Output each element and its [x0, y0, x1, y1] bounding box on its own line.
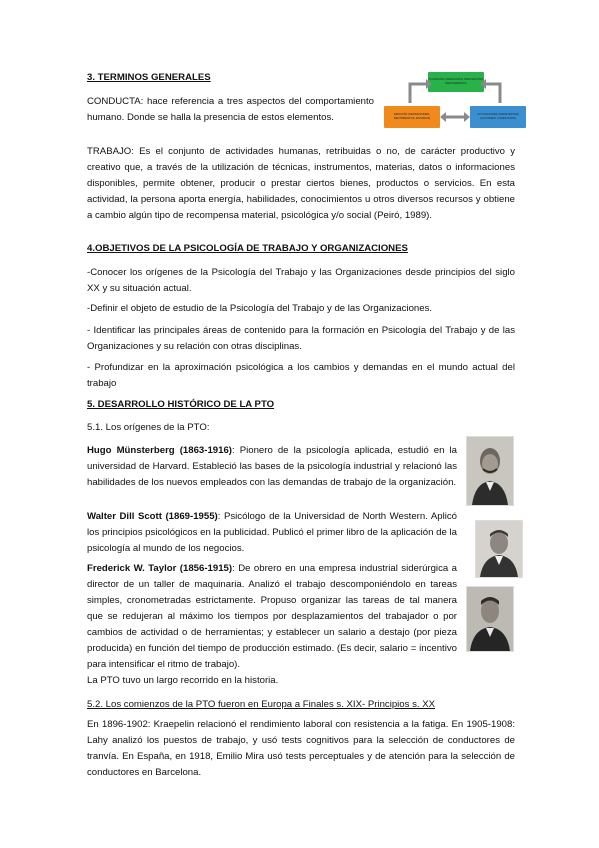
cognition-box-label: COGNICIÓN (SENSACIÓN, PERCEPCIÓN, PENSAMIENTO) — [428, 77, 484, 85]
subsection-5-1: 5.1. Los orígenes de la PTO: — [87, 422, 210, 433]
person-desc: : Pionero de la psicología aplicada, estudió en la universidad de Harvard. Estableció las bases de la psicología industrial y relacionó las habilidades de los nuevos empleados con las demandas de trabajo de la organización. — [87, 445, 457, 488]
section-4-heading: 4.OBJETIVOS DE LA PSICOLOGÍA DE TRABAJO Y ORGANIZACIONES — [87, 243, 408, 254]
section-3-heading: 3. TERMINOS GENERALES — [87, 72, 211, 83]
person-scott — [87, 509, 457, 557]
subsection-5-2: 5.2. Los comienzos de la PTO fueron en Europa a Finales s. XIX- Principios s. XX — [87, 699, 436, 710]
person-munsterberg — [87, 443, 457, 491]
person-name: Walter Dill Scott (1869-1955) — [87, 511, 218, 522]
munsterberg-portrait — [466, 436, 514, 506]
objective-2: -Definir el objeto de estudio de la Psicología del Trabajo y de las Organizaciones. — [87, 303, 433, 314]
person-name: Hugo Münsterberg (1863-1916) — [87, 445, 232, 456]
person-desc: : De obrero en una empresa industrial siderúrgica a director de un taller de maquinaria. Analizó el trabajo descomponiéndolo en tareas simples, cronometradas estrictamente. Propuso organizar las tareas de tal manera que se redujeran al máximo los tiempos por desplazamientos del trabajador o por cambios de actividad o de herramientas; y establecer un salario a destajo (por pieza producida) en función del tiempo de producción estimado. (Es decir, salario = incentivo para intensificar el ritmo de trabajo). — [87, 563, 457, 670]
action-box-label: ACTUACIONES (MANIFIESTAS) (ACCIONES, CONDUCTAS) — [477, 112, 519, 120]
person-desc: : Psicólogo de la Universidad de North Western. Aplicó los principios psicológicos en la publicidad. Publicó el primer libro de la aplicación de la psicología al mundo de los negocios. — [87, 511, 458, 554]
arrow-head-left-icon — [426, 79, 432, 89]
arrow-head-right-icon — [480, 79, 486, 89]
scott-portrait — [475, 520, 523, 578]
closing-line: La PTO tuvo un largo recorrido en la historia. — [87, 675, 279, 686]
objective-3: - Identificar las principales áreas de contenido para la formación en Psicología del Trabajo y de las Organizaciones y su relación con otras disciplinas. — [87, 325, 515, 352]
arrow-head-h2-icon — [464, 112, 470, 122]
section-5-heading: 5. DESARROLLO HISTÓRICO DE LA PTO — [87, 399, 275, 410]
person-name: Frederick W. Taylor (1856-1915) — [87, 563, 233, 574]
arrow-left-up-icon — [410, 84, 426, 103]
emotion-box-label: EMOCIÓN (SENSACIONES, SENTIMIENTOS, ESTADOS) — [393, 112, 431, 120]
behavior-diagram — [382, 70, 528, 132]
objective-1: -Conocer los orígenes de la Psicología del Trabajo y las Organizaciones desde principios del siglo XX y su situación actual. — [87, 267, 515, 294]
trabajo-paragraph: TRABAJO: Es el conjunto de actividades humanas, retribuidas o no, de carácter productivo y creativo que, a través de la utilización de técnicas, instrumentos, materias, datos o informaciones disponibles, permite obtener, producir o prestar ciertos bienes, productos o servicios. En esta actividad, la persona aporta energía, habilidades, conocimientos u otros diversos recursos y obtiene a cambio algún tipo de recompensa material, psicológica y/o social (Peiró, 1989). — [87, 146, 515, 221]
taylor-portrait — [466, 586, 514, 652]
conducta-paragraph: CONDUCTA: hace referencia a tres aspectos del comportamiento humano. Donde se halla la presencia de estos elementos. — [87, 96, 374, 123]
arrow-head-h1-icon — [440, 112, 446, 122]
arrow-right-up-icon — [486, 84, 500, 103]
diagram-arrows — [382, 70, 528, 132]
person-taylor — [87, 561, 457, 673]
history-paragraph: En 1896-1902: Kraepelin relacionó el rendimiento laboral con resistencia a la fatiga. En 1905-1908: Lahy analizó los puestos de trabajo, y usó tests cognitivos para la selección de conductores de tranvía. En España, en 1918, Emilio Mira usó tests perceptuales y de atención para la selección de conductores en Barcelona. — [87, 719, 515, 778]
objective-4: - Profundizar en la aproximación psicológica a los cambios y demandas en el mundo actual del trabajo — [87, 362, 515, 389]
